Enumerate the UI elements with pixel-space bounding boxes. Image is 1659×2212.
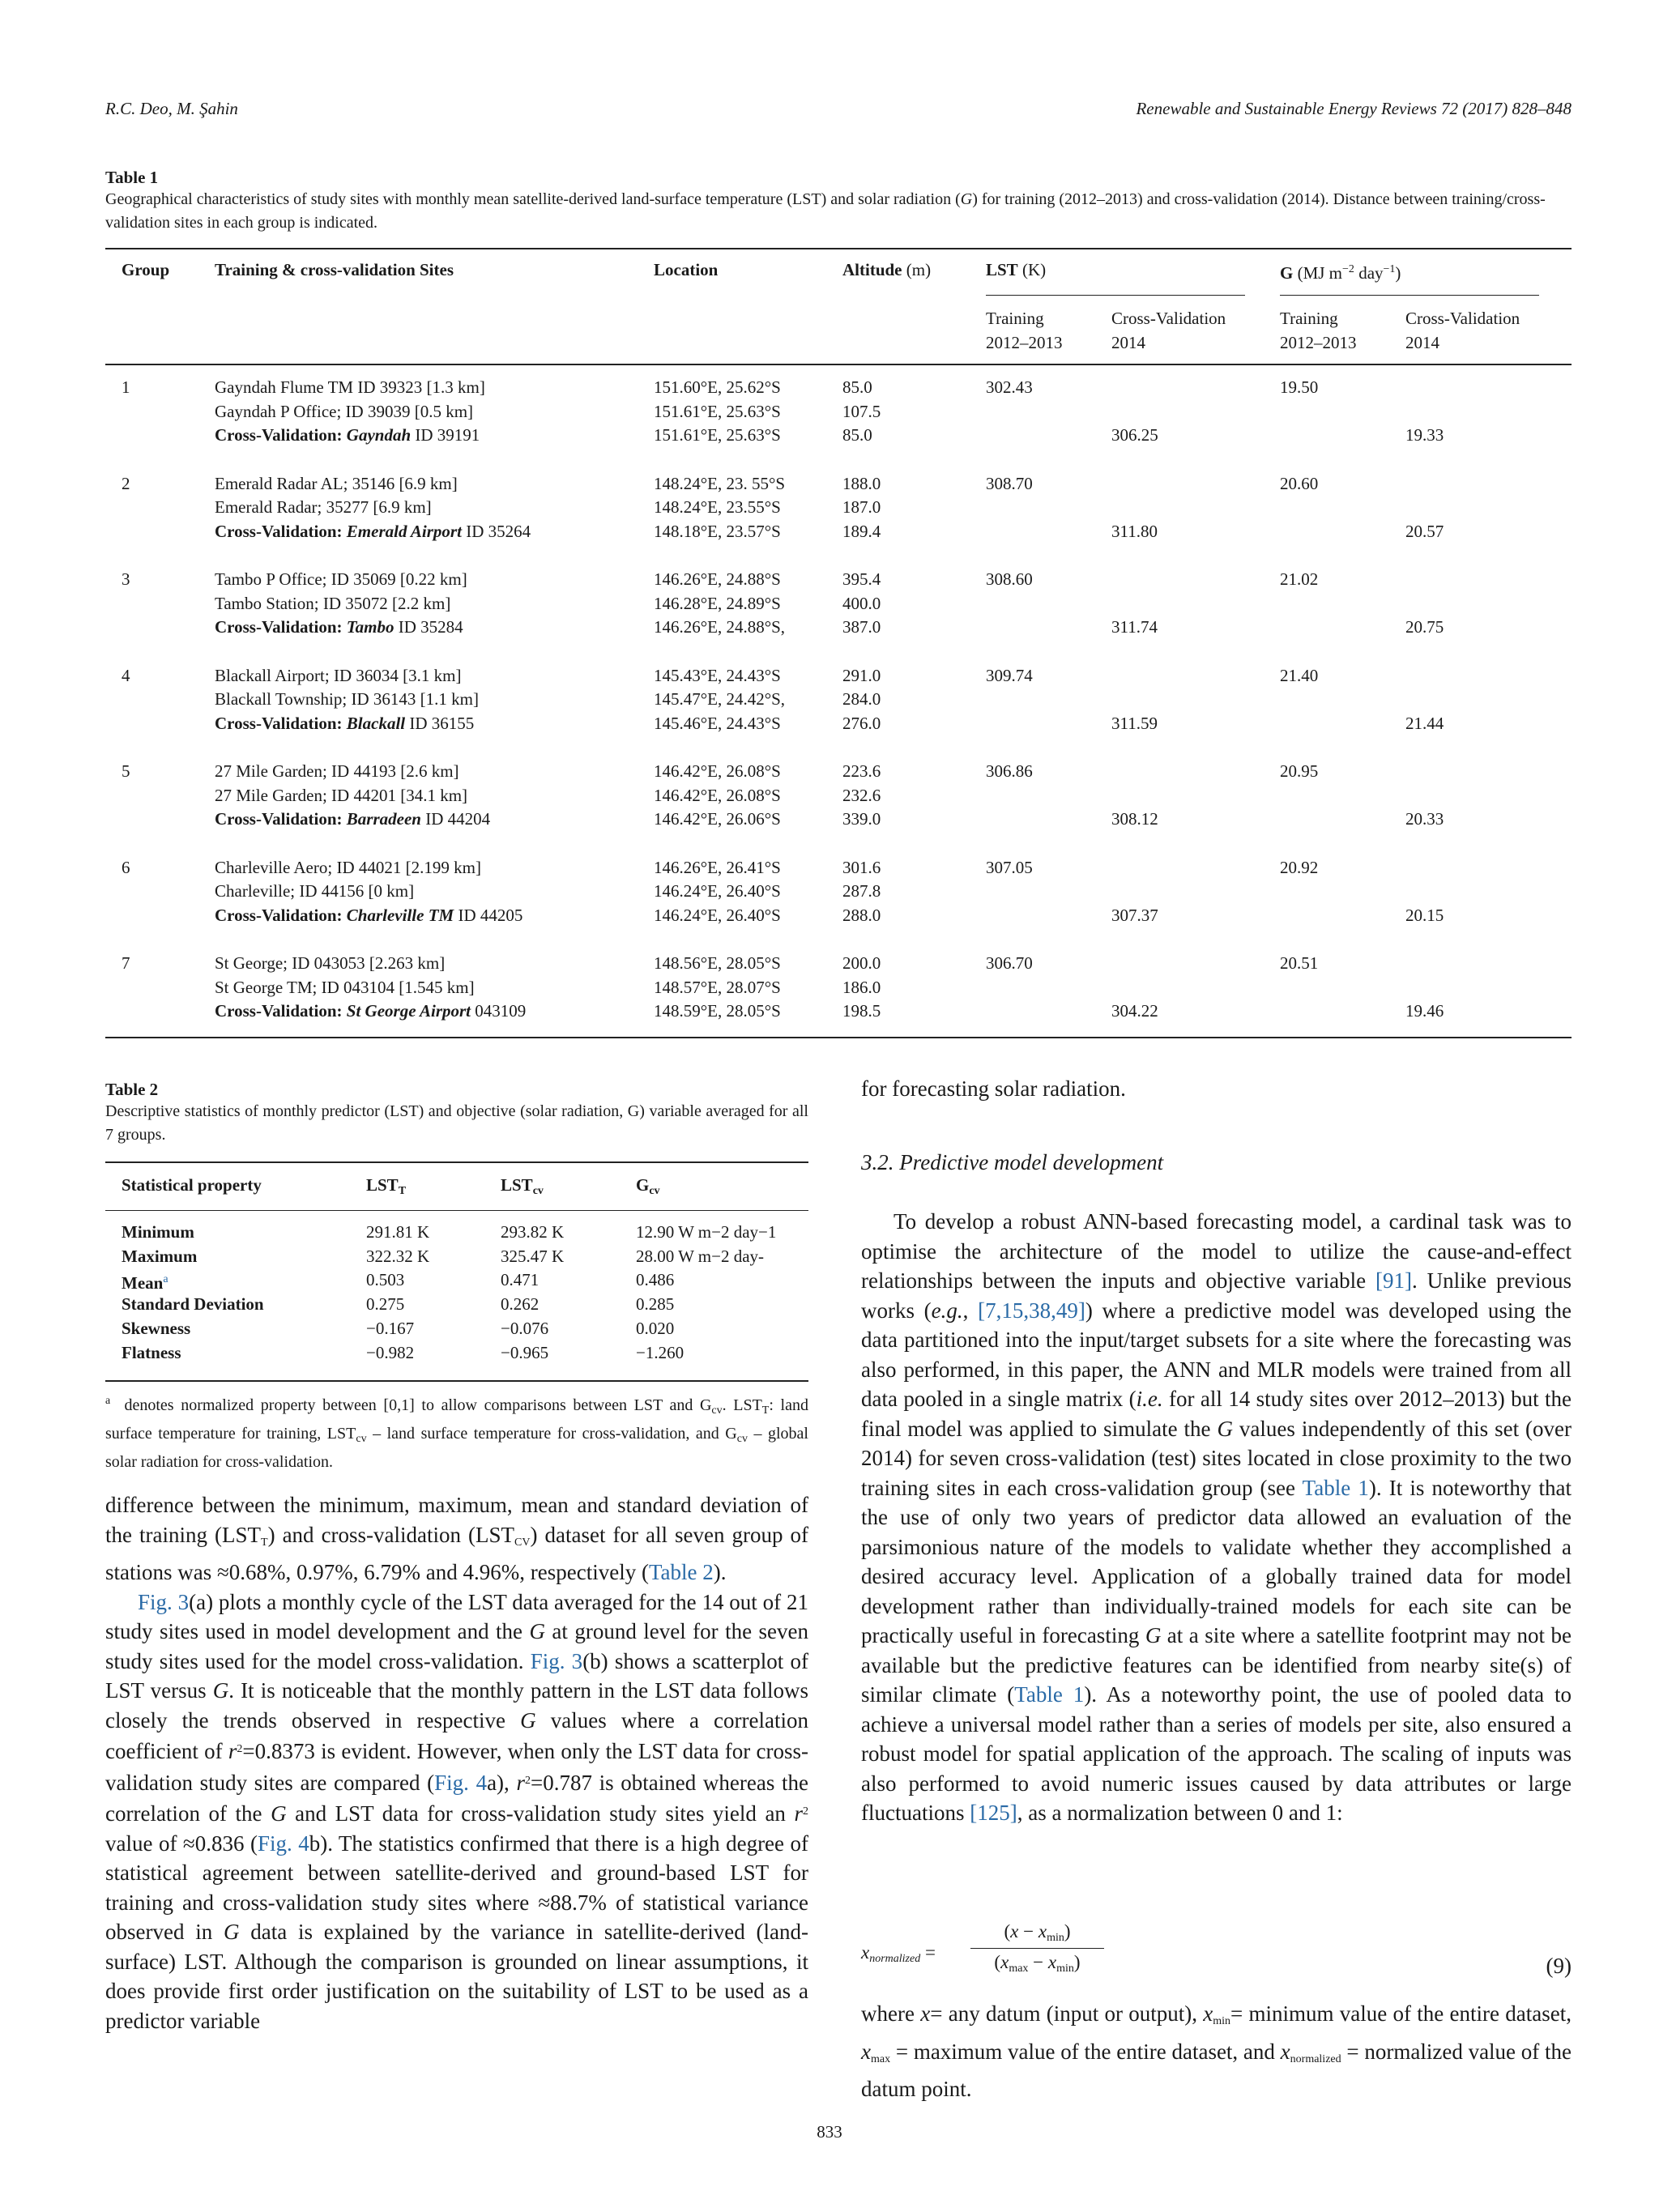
table1-cv-site-part: Tambo: [346, 617, 394, 637]
table1-altitude: 187.0: [842, 497, 881, 517]
table2-cell-lst-t: −0.982: [366, 1342, 415, 1362]
table1-cv-site-part: ID 44204: [420, 809, 491, 829]
table1-training-site: Gayndah P Office; ID 39039 [0.5 km]: [215, 401, 474, 421]
table1-link-2[interactable]: Table 1: [1014, 1682, 1085, 1707]
table2-cell-lst-t: −0.167: [366, 1318, 415, 1338]
running-header-authors: R.C. Deo, M. Şahin: [105, 99, 238, 118]
table1-altitude: 287.8: [842, 881, 881, 901]
table1-g-cv: 21.44: [1405, 713, 1444, 733]
table1-cv-site-part: Cross-Validation:: [215, 617, 347, 637]
table1-location: 145.47°E, 24.42°S,: [654, 689, 786, 709]
table1-g-training: 19.50: [1280, 377, 1319, 397]
table1-altitude: 301.6: [842, 857, 881, 877]
equation-fraction: $(x - x_{min})$ $(x_{max} - x_{min})$: [970, 1921, 1104, 1975]
table1-cv-site-part: St George Airport: [346, 1001, 471, 1021]
table1-lst-training: 309.74: [986, 665, 1033, 685]
table1-group-number: 2: [122, 473, 130, 493]
table1-g-cv: 19.33: [1405, 425, 1444, 445]
table1-location: 145.46°E, 24.43°S: [654, 713, 781, 733]
table2-cell-g-cv: 12.90 W m−2 day−1: [636, 1222, 777, 1242]
table1-altitude: 85.0: [842, 425, 872, 445]
table2-row-label-text: Flatness: [122, 1342, 181, 1362]
table2-cell-g-cv: 0.020: [636, 1318, 675, 1338]
table2-row-label-text: Mean: [122, 1273, 164, 1294]
table1-lst-cv: 311.59: [1111, 713, 1158, 733]
table1-lst-cv: 311.74: [1111, 617, 1158, 637]
table1-cv-site: [215, 807, 490, 831]
table1-location: 146.42°E, 26.06°S: [654, 809, 781, 829]
table1-altitude: 198.5: [842, 1001, 881, 1021]
table1-cv-site: [215, 711, 474, 735]
table1-cv-site-part: Cross-Validation:: [215, 713, 347, 733]
table1-header-rule: [105, 364, 1572, 365]
table1-location: 145.43°E, 24.43°S: [654, 665, 781, 685]
table2-cell-g-cv: 0.285: [636, 1294, 675, 1315]
table1-lst-training: 308.60: [986, 569, 1033, 589]
table1-g-cv: 20.75: [1405, 617, 1444, 637]
table2-header-lst-t: $LST_T$: [366, 1175, 407, 1197]
table1-location: 146.42°E, 26.08°S: [654, 785, 781, 805]
table2-cell-lst-t: 291.81 K: [366, 1222, 430, 1242]
left-paragraph-1: difference between the minimum, maximum, mean and standard deviation of the training $(LST_T)$ and cross-validation $(LST_{CV})$ dataset for all seven group of stations was ≈0.68%, 0.97%, 6.79% and 4.96%, respectively (Table 2).: [105, 1493, 808, 1584]
table1-g-cv: 20.15: [1405, 905, 1444, 925]
table1-group-number: 6: [122, 857, 130, 877]
table1-lst-cv: 308.12: [1111, 809, 1158, 829]
fig3-link-b[interactable]: Fig. 3: [530, 1648, 583, 1673]
table1-altitude: 223.6: [842, 761, 881, 781]
table1-cv-site-part: Barradeen: [346, 809, 421, 829]
lst-subheader-rule: [986, 295, 1245, 296]
table1-location: 148.56°E, 28.05°S: [654, 953, 781, 973]
table2-row-label: [122, 1220, 194, 1244]
table1-altitude: 288.0: [842, 905, 881, 925]
table1-title: Table 1: [105, 168, 159, 187]
table1-training-site: 27 Mile Garden; ID 44201 [34.1 km]: [215, 785, 468, 805]
table1-cv-site-part: Cross-Validation:: [215, 1001, 347, 1021]
right-column-text: [861, 1207, 1572, 1828]
table1-location: 146.26°E, 24.88°S,: [654, 617, 786, 637]
table2-row-label: [122, 1292, 264, 1316]
table1-g-training: 20.92: [1280, 857, 1319, 877]
table1-cv-site-part: 043109: [471, 1001, 527, 1021]
table1-lst-training: 307.05: [986, 857, 1033, 877]
table1-header-g: G (MJ $m^{-2}$ day$^{-1}$): [1280, 263, 1401, 283]
fig4b-link[interactable]: Fig. 4: [257, 1831, 309, 1856]
ref-91-link[interactable]: [91]: [1375, 1268, 1412, 1293]
table2-cell-g-cv: −1.260: [636, 1342, 684, 1362]
table1-sub-lst-training: Training 2012–2013: [986, 309, 1063, 352]
table1-location: 146.24°E, 26.40°S: [654, 881, 781, 901]
table1-link[interactable]: Table 1: [1302, 1475, 1369, 1500]
table1-altitude: 85.0: [842, 377, 872, 397]
table2-caption: Descriptive statistics of monthly predictor (LST) and objective (solar radiation, G) variable averaged for all 7 groups.: [105, 1102, 808, 1144]
table2-title: Table 2: [105, 1080, 159, 1099]
table1-altitude: 400.0: [842, 593, 881, 613]
table2-cell-lst-cv: −0.076: [501, 1318, 549, 1338]
left-column-text: [105, 1490, 808, 2035]
table2-bottom-rule: [105, 1380, 808, 1382]
table1-location: 146.24°E, 26.40°S: [654, 905, 781, 925]
table1-header-altitude: Altitude (m): [842, 260, 932, 279]
table1-training-site: Charleville; ID 44156 [0 km]: [215, 881, 415, 901]
table1-g-cv: 20.57: [1405, 521, 1444, 541]
table1-altitude: 284.0: [842, 689, 881, 709]
table1-g-training: 20.51: [1280, 953, 1319, 973]
table1-training-site: Emerald Radar; 35277 [6.9 km]: [215, 497, 432, 517]
table1-training-site: Blackall Township; ID 36143 [1.1 km]: [215, 689, 479, 709]
table2-header-g-cv: $G_{cv}$: [636, 1175, 660, 1197]
table1-header-sites: Training & cross-validation Sites: [215, 260, 454, 279]
table1-sub-g-cv: Cross-Validation 2014: [1405, 309, 1520, 352]
table2-cell-lst-cv: 293.82 K: [501, 1222, 565, 1242]
table1-altitude: 395.4: [842, 569, 881, 589]
table1-group-number: 1: [122, 377, 130, 397]
table1-altitude: 107.5: [842, 401, 881, 421]
table2-row-label: [122, 1316, 190, 1340]
right-column-lead: for forecasting solar radiation.: [861, 1076, 1126, 1101]
table2-footnote-marker[interactable]: a: [163, 1273, 168, 1286]
table2-row-label-text: Maximum: [122, 1246, 198, 1266]
table1-training-site: Tambo Station; ID 35072 [2.2 km]: [215, 593, 451, 613]
table1-cv-site: [215, 519, 531, 543]
fig3-link[interactable]: Fig. 3: [138, 1589, 190, 1614]
table1-altitude: 232.6: [842, 785, 881, 805]
table1-location: 148.57°E, 28.07°S: [654, 977, 781, 997]
table1-location: 151.61°E, 25.63°S: [654, 425, 781, 445]
right-paragraph-1: To develop a robust ANN-based forecasting model, a cardinal task was to optimise the architecture of the model to utilize the cause-and-effect relationships between the inputs and objective variable [91]. Unlike previous works (e.g., [7,15,38,49]) where a predictive model was developed using the data partitioned into the input/target subsets for a site where the forecasting was also performed, in this paper, the ANN and MLR models were trained from all data pooled in a single matrix (i.e. for all 14 study sites over 2012–2013) but the final model was applied to simulate the G values independently of this set (over 2014) for seven cross-validation (test) sites located in close proximity to the two training sites in each cross-validation group (see Table 1). It is noteworthy that the use of only two years of predictor data allowed an evaluation of the parsimonious nature of the models to validate whether they accomplished a desired accuracy level. Application of a globally trained data for model development rather than individually-trained models for each site can be practically useful in forecasting G at a site where a satellite footprint may not be available but the predictive features can be identified from nearby site(s) of similar climate (Table 1). As a noteworthy point, the use of pooled data to achieve a universal model rather than a series of models per site, also ensured a robust model for spatial application of the approach. The scaling of inputs was also performed to avoid numeric issues caused by data attributes or large fluctuations [125], as a normalization between 0 and 1:: [861, 1209, 1572, 1825]
table1-bottom-rule: [105, 1037, 1572, 1038]
page-number: 833: [817, 2122, 842, 2142]
table1-group-number: 7: [122, 953, 130, 973]
table1-header-location: Location: [654, 260, 719, 279]
table1-altitude: 339.0: [842, 809, 881, 829]
table1-top-rule: [105, 248, 1572, 249]
fig4a-link[interactable]: Fig. 4: [434, 1770, 488, 1795]
table1-lst-cv: 304.22: [1111, 1001, 1158, 1021]
table1-location: 148.59°E, 28.05°S: [654, 1001, 781, 1021]
right-paragraph-2: where x= any datum (input or output), $x_{min}=$ minimum value of the entire dataset, $x_{max}$ = maximum value of the entire dataset, and $x_{normalized}$ = normalized value of the datum point.: [861, 2001, 1572, 2101]
table1-cv-site-part: ID 44205: [454, 905, 523, 925]
g-subheader-rule: [1280, 295, 1539, 296]
table1-lst-training: 306.86: [986, 761, 1033, 781]
table1-cv-site-part: ID 36155: [405, 713, 475, 733]
table1-cv-site: [215, 423, 480, 447]
table1-cv-site-part: Emerald Airport: [346, 521, 462, 541]
table1-location: 146.28°E, 24.89°S: [654, 593, 781, 613]
table1-cv-site-part: Blackall: [346, 713, 406, 733]
table1-training-site: 27 Mile Garden; ID 44193 [2.6 km]: [215, 761, 459, 781]
table1-cv-site-part: Cross-Validation:: [215, 905, 347, 925]
table2-row-label-text: Skewness: [122, 1318, 191, 1338]
table1-training-site: Gayndah Flume TM ID 39323 [1.3 km]: [215, 377, 485, 397]
table1-cv-site: [215, 903, 522, 927]
table2-link[interactable]: Table 2: [648, 1560, 714, 1584]
table2-row-label: [122, 1244, 197, 1268]
table2-cell-lst-t: 322.32 K: [366, 1246, 430, 1266]
table1-lst-training: 308.70: [986, 473, 1033, 493]
table1-caption: Geographical characteristics of study sites with monthly mean satellite-derived land-surface temperature (LST) and solar radiation (G) for training (2012–2013) and cross-validation (2014). Distance between training/cross-validation sites in each group is indicated.: [105, 190, 1546, 232]
table1-g-cv: 20.33: [1405, 809, 1444, 829]
table1-group-number: 4: [122, 665, 130, 685]
ref-125-link[interactable]: [125]: [970, 1801, 1017, 1825]
table2-cell-g-cv: 28.00 W m−2 day-: [636, 1246, 765, 1266]
left-paragraph-2: Fig. 3(a) plots a monthly cycle of the LST data averaged for the 14 out of 21 study sites used in model development and the G at ground level for the seven study sites used for the model cross-validation. Fig. 3(b) shows a scatterplot of LST versus G. It is noticeable that the monthly pattern in the LST data follows closely the trends observed in respective G values where a correlation coefficient of $r^2=0.8373$ is evident. However, when only the LST data for cross-validation study sites are compared (Fig. 4a), $r^2=0.787$ is obtained whereas the correlation of the G and LST data for cross-validation study sites yield an $r^2$ value of ≈0.836 (Fig. 4b). The statistics confirmed that there is a high degree of statistical agreement between satellite-derived and ground-based LST for training and cross-validation study sites where ≈88.7% of statistical variance observed in G data is explained by the variance in satellite-derived (land-surface) LST. Although the comparison is grounded on linear assumptions, it does provide first order justification on the suitability of LST to be used as a predictor variable: [105, 1589, 809, 2033]
table2-cell-lst-cv: 0.471: [501, 1270, 539, 1290]
table1-location: 146.42°E, 26.08°S: [654, 761, 781, 781]
equation-number: (9): [1546, 1954, 1572, 1978]
table1-training-site: St George TM; ID 043104 [1.545 km]: [215, 977, 475, 997]
table1-training-site: Charleville Aero; ID 44021 [2.199 km]: [215, 857, 481, 877]
table1-group-number: 5: [122, 761, 130, 781]
table2-row-label-text: Minimum: [122, 1222, 194, 1242]
table1-cv-site-part: ID 35264: [461, 521, 531, 541]
table1-altitude: 200.0: [842, 953, 881, 973]
table1-cv-site: [215, 999, 526, 1023]
table2-cell-lst-t: 0.275: [366, 1294, 405, 1315]
table1-cv-site-part: Gayndah: [346, 425, 412, 445]
table2-header-lst-cv: $LST_{cv}$: [501, 1175, 544, 1197]
equation-lhs: $x_{normalized}$ =: [861, 1942, 936, 1965]
table1-training-site: Blackall Airport; ID 36034 [3.1 km]: [215, 665, 462, 685]
table2-cell-lst-cv: 325.47 K: [501, 1246, 565, 1266]
table1-training-site: St George; ID 043053 [2.263 km]: [215, 953, 446, 973]
table1-sub-g-training: Training 2012–2013: [1280, 309, 1357, 352]
table1-header-group: Group: [122, 260, 170, 279]
running-header-journal: Renewable and Sustainable Energy Reviews 72 (2017) 828–848: [1136, 99, 1572, 118]
table1-location: 148.24°E, 23.55°S: [654, 497, 781, 517]
table1-group-number: 3: [122, 569, 130, 589]
table1-lst-training: 302.43: [986, 377, 1033, 397]
section-heading: 3.2. Predictive model development: [861, 1150, 1164, 1174]
table1-cv-site-part: Cross-Validation:: [215, 425, 347, 445]
table1-location: 146.26°E, 24.88°S: [654, 569, 781, 589]
table1-cv-site-part: Charleville TM: [346, 905, 454, 925]
table1-training-site: Tambo P Office; ID 35069 [0.22 km]: [215, 569, 467, 589]
ref-7-15-38-49-link[interactable]: [7,15,38,49]: [978, 1298, 1085, 1323]
table1-g-training: 20.60: [1280, 473, 1319, 493]
table1-altitude: 186.0: [842, 977, 881, 997]
table2-cell-lst-cv: 0.262: [501, 1294, 539, 1315]
table1-altitude: 276.0: [842, 713, 881, 733]
table1-cv-site-part: Cross-Validation:: [215, 809, 347, 829]
table1-location: 151.60°E, 25.62°S: [654, 377, 781, 397]
table1-training-site: Emerald Radar AL; 35146 [6.9 km]: [215, 473, 458, 493]
table1-location: 148.18°E, 23.57°S: [654, 521, 781, 541]
table1-altitude: 291.0: [842, 665, 881, 685]
table1-lst-cv: 311.80: [1111, 521, 1158, 541]
table2-cell-lst-cv: −0.965: [501, 1342, 549, 1362]
table1-lst-cv: 307.37: [1111, 905, 1158, 925]
table1-location: 148.24°E, 23. 55°S: [654, 473, 786, 493]
table2-header-rule: [105, 1210, 808, 1211]
table1-altitude: 387.0: [842, 617, 881, 637]
table1-lst-cv: 306.25: [1111, 425, 1158, 445]
table2-row-label-text: Standard Deviation: [122, 1294, 264, 1315]
table1-cv-site-part: Cross-Validation:: [215, 521, 347, 541]
table2-cell-lst-t: 0.503: [366, 1270, 405, 1290]
table1-g-cv: 19.46: [1405, 1001, 1444, 1021]
table2-top-rule: [105, 1161, 808, 1163]
table1-cv-site-part: ID 35284: [394, 617, 463, 637]
table2-footnote: $^a$ denotes normalized property between [0,1] to allow comparisons between LST and $G_{cv}$. $LST_T$: land surface temperature for training, $LST_{cv}$ – land surface temperature for cross-validation, and $G_{cv}$ – global solar radiation for cross-validation.: [105, 1395, 808, 1471]
table1-location: 151.61°E, 25.63°S: [654, 401, 781, 421]
table1-g-training: 20.95: [1280, 761, 1319, 781]
table2-header-property: Statistical property: [122, 1175, 262, 1195]
table1-header-lst: LST (K): [986, 260, 1047, 279]
table1-g-training: 21.02: [1280, 569, 1319, 589]
table1-cv-site: [215, 615, 463, 639]
table1-g-training: 21.40: [1280, 665, 1319, 685]
table2-cell-g-cv: 0.486: [636, 1270, 675, 1290]
table1-location: 146.26°E, 26.41°S: [654, 857, 781, 877]
table1-cv-site-part: ID 39191: [411, 425, 480, 445]
table1-lst-training: 306.70: [986, 953, 1033, 973]
table1-altitude: 189.4: [842, 521, 881, 541]
table1-sub-lst-cv: Cross-Validation 2014: [1111, 309, 1226, 352]
table1-altitude: 188.0: [842, 473, 881, 493]
table2-row-label: [122, 1340, 181, 1365]
